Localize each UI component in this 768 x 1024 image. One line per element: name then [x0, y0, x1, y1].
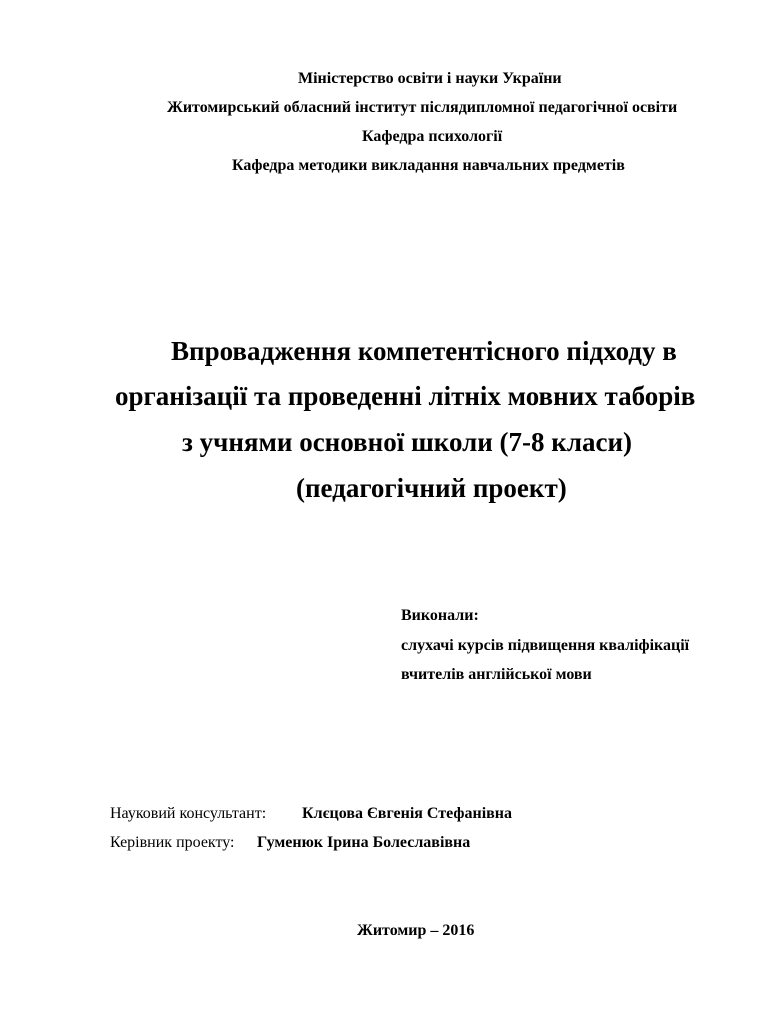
consultant-name: Клєцова Євгенія Стефанівна	[302, 805, 513, 822]
supervisor-name: Гуменюк Ірина Болеславівна	[257, 834, 471, 851]
institute-heading: Житомирський обласний інститут післядипломної педагогічної освіти	[167, 99, 678, 116]
title-line-2: організації та проведенні літніх мовних таборів	[115, 381, 696, 411]
ministry-heading: Міністерство освіти і науки України	[298, 70, 562, 87]
title-line-3: з учнями основної школи (7-8 класи)	[182, 427, 633, 457]
title-line-1: Впровадження компетентісного підходу в	[171, 336, 677, 366]
city-year: Житомир – 2016	[357, 922, 475, 939]
supervisor-label: Керівник проекту:	[110, 834, 235, 851]
authors-label: Виконали:	[401, 607, 479, 624]
authors-line-2: вчителів англійської мови	[401, 666, 592, 683]
department-psychology-heading: Кафедра психології	[362, 128, 503, 145]
authors-line-1: слухачі курсів підвищення кваліфікації	[401, 637, 690, 654]
consultant-label: Науковий консультант:	[110, 805, 267, 822]
department-methods-heading: Кафедра методики викладання навчальних предметів	[232, 157, 625, 174]
title-line-4: (педагогічний проект)	[296, 473, 567, 503]
